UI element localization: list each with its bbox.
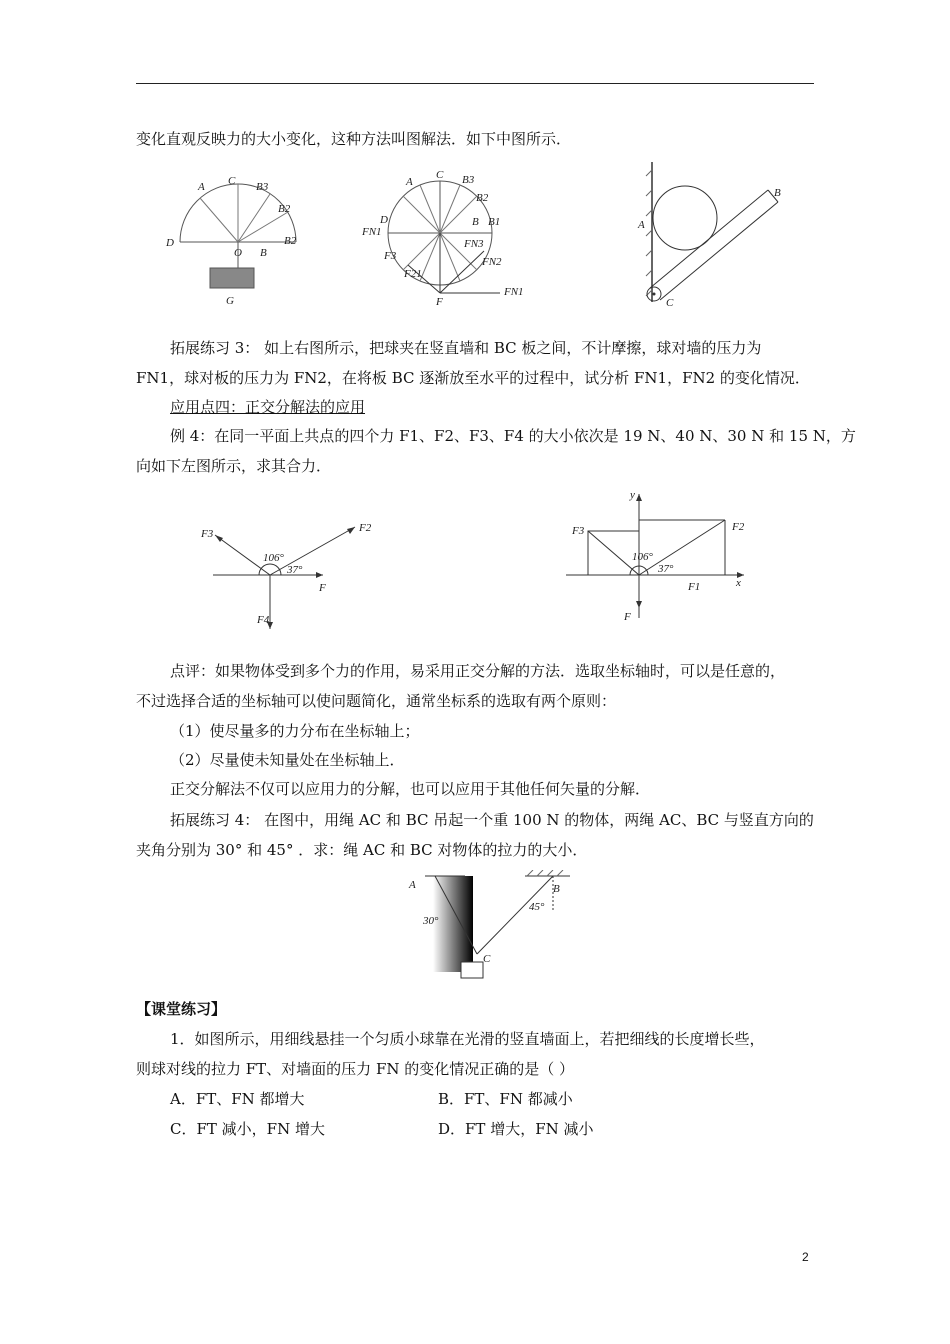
option-a: A．FT、FN 都增大: [170, 1090, 305, 1108]
label: C: [666, 297, 674, 309]
label: B2: [278, 203, 291, 215]
label: A: [198, 181, 205, 193]
label: 37°: [287, 564, 303, 576]
label: B2: [476, 192, 489, 204]
label: C: [483, 953, 491, 965]
paragraph-line: 拓展练习 4： 在图中，用绳 AC 和 BC 吊起一个重 100 N 的物体，两绳 AC、BC 与竖直方向的: [170, 811, 814, 829]
paragraph-line: 变化直观反映力的大小变化，这种方法叫图解法．如下中图所示．: [136, 130, 572, 148]
page-number: 2: [802, 1250, 809, 1264]
label: FN1: [504, 286, 524, 298]
label: O: [234, 247, 242, 259]
paragraph-line: 例 4：在同一平面上共点的四个力 F1、F2、F3、F4 的大小依次是 19 N、40 N、30 N 和 15 N，方: [170, 427, 856, 445]
option-b: B．FT、FN 都减小: [438, 1090, 573, 1108]
orthogonal-axes-figure: [560, 488, 760, 628]
label: F21: [404, 268, 422, 280]
paragraph-line: FN1，球对板的压力为 FN2，在将板 BC 逐渐放至水平的过程中，试分析 FN1，FN2 的变化情况．: [136, 369, 810, 387]
label: D: [166, 237, 174, 249]
paragraph-line: 不过选择合适的坐标轴可以使问题简化，通常坐标系的选取有两个原则：: [136, 692, 617, 710]
label: FN1: [362, 226, 382, 238]
label: F3: [384, 250, 397, 262]
two-ropes-figure: [405, 870, 580, 982]
paragraph-line: 拓展练习 3： 如上右图所示，把球夹在竖直墙和 BC 板之间，不计摩擦，球对墙的压力为: [170, 339, 762, 357]
label: B3: [462, 174, 475, 186]
label: F: [436, 296, 443, 308]
label: F1: [688, 581, 701, 593]
label: B: [774, 187, 781, 199]
option-d: D．FT 增大，FN 减小: [438, 1120, 594, 1138]
paragraph-line: 正交分解法不仅可以应用力的分解，也可以应用于其他任何矢量的分解．: [170, 780, 651, 798]
label: A: [638, 219, 645, 231]
label: FN2: [482, 256, 502, 268]
label: x: [736, 577, 741, 589]
label: G: [226, 295, 234, 307]
label: F3: [572, 525, 585, 537]
label: C: [228, 175, 236, 187]
label: FN3: [464, 238, 484, 250]
header-rule: [136, 83, 814, 84]
label: B: [260, 247, 267, 259]
ball-board-figure: [630, 160, 790, 310]
label: B2: [284, 235, 297, 247]
label: 45°: [529, 901, 545, 913]
paragraph-line: （1）使尽量多的力分布在坐标轴上；: [170, 722, 420, 740]
label: F: [319, 582, 326, 594]
force-circle-figure: [360, 165, 530, 310]
label: F4: [257, 614, 270, 626]
label: C: [436, 169, 444, 181]
label: 106°: [263, 552, 284, 564]
label: F: [624, 611, 631, 623]
label: F2: [732, 521, 745, 533]
semicircle-figure: [160, 170, 300, 310]
label: B1: [488, 216, 501, 228]
label: 37°: [658, 563, 674, 575]
label: B: [472, 216, 479, 228]
label: A: [409, 879, 416, 891]
paragraph-line: 向如下左图所示，求其合力．: [136, 457, 332, 475]
label: 106°: [632, 551, 653, 563]
four-forces-figure: [195, 515, 385, 635]
label: A: [406, 176, 413, 188]
label: D: [380, 214, 388, 226]
question-line: 1．如图所示，用细线悬挂一个匀质小球靠在光滑的竖直墙面上，若把细线的长度增长些，: [170, 1030, 765, 1048]
label: B: [553, 883, 560, 895]
question-line: 则球对线的拉力 FT、对墙面的压力 FN 的变化情况正确的是（ ）: [136, 1060, 575, 1078]
paragraph-line: 夹角分别为 30° 和 45° ．求：绳 AC 和 BC 对物体的拉力的大小．: [136, 841, 588, 859]
paragraph-line: （2）尽量使未知量处在坐标轴上．: [170, 751, 405, 769]
section-heading: 应用点四：正交分解法的应用: [170, 398, 366, 416]
label: y: [630, 489, 635, 501]
label: 30°: [423, 915, 439, 927]
paragraph-line: 点评：如果物体受到多个力的作用，易采用正交分解的方法．选取坐标轴时，可以是任意的，: [170, 662, 786, 680]
label: F2: [359, 522, 372, 534]
label: B3: [256, 181, 269, 193]
section-title: 【课堂练习】: [136, 1000, 227, 1018]
option-c: C．FT 减小，FN 增大: [170, 1120, 325, 1138]
label: F3: [201, 528, 214, 540]
